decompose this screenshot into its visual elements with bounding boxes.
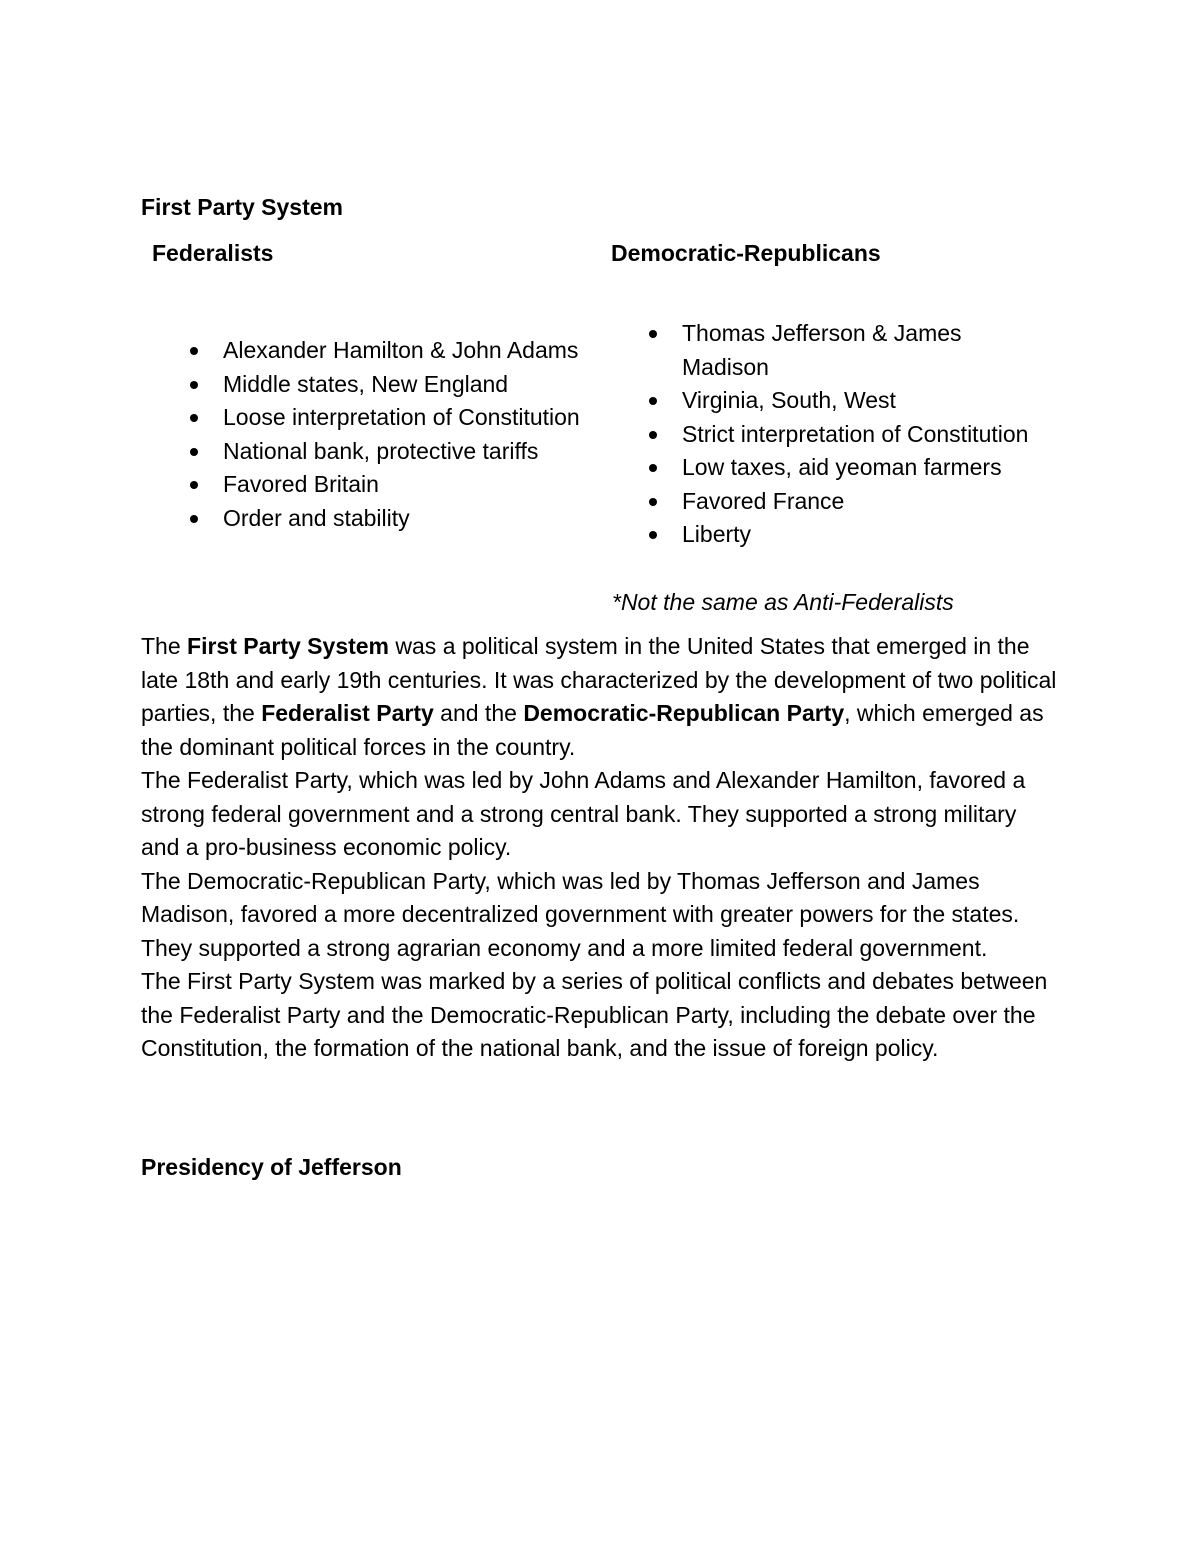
bullet-icon: [190, 381, 198, 389]
list-item: Alexander Hamilton & John Adams: [223, 334, 583, 368]
paragraph-conflicts: The First Party System was marked by a series of political conflicts and debates between the Federalist Party and the Democratic-Republican Party, including the debate over the Constitution, the formation of the national bank, and the issue of foreign policy.: [141, 968, 1048, 1061]
paragraph-democratic-republican: The Democratic-Republican Party, which was led by Thomas Jefferson and James Madison, favored a more decentralized government with greater powers for the states. They supported a strong agrarian economy and a more limited federal government.: [141, 867, 1020, 961]
bullet-icon: [649, 498, 657, 506]
bullet-icon: [190, 481, 198, 489]
list-item: Low taxes, aid yeoman farmers: [682, 451, 1032, 485]
paragraph-federalist: The Federalist Party, which was led by John Adams and Alexander Hamilton, favored a strong federal government and a strong central bank. They supported a strong military and a pro-business economic policy.: [141, 767, 1026, 860]
section-title: First Party System: [141, 194, 343, 220]
presidency-heading: Presidency of Jefferson: [141, 1154, 402, 1180]
list-item: Liberty: [682, 518, 1032, 552]
democratic-republicans-heading: Democratic-Republicans: [611, 240, 881, 266]
democratic-republicans-list: [682, 317, 1032, 552]
list-item: National bank, protective tariffs: [223, 435, 583, 469]
bullet-icon: [649, 464, 657, 472]
list-item: Order and stability: [223, 502, 583, 536]
federalists-list: [223, 334, 583, 535]
list-item: Strict interpretation of Constitution: [682, 418, 1032, 452]
bullet-icon: [649, 531, 657, 539]
list-item: Favored France: [682, 485, 1032, 519]
bullet-icon: [190, 347, 198, 355]
body-text: [141, 630, 1061, 1066]
list-item: Virginia, South, West: [682, 384, 1032, 418]
federalists-heading: Federalists: [152, 240, 274, 266]
bullet-icon: [649, 330, 657, 338]
list-item: Middle states, New England: [223, 368, 583, 402]
paragraph-intro: The First Party System was a political system in the United States that emerged in the late 18th and early 19th centuries. It was characterized by the development of two political parties, the Federalist Party and the Democratic-Republican Party, which emerged as the dominant political forces in the country.: [141, 633, 1057, 760]
bullet-icon: [190, 515, 198, 523]
bullet-icon: [649, 397, 657, 405]
list-item: Favored Britain: [223, 468, 583, 502]
bullet-icon: [190, 414, 198, 422]
list-item: Loose interpretation of Constitution: [223, 401, 583, 435]
bullet-icon: [190, 448, 198, 456]
list-item: Thomas Jefferson & James Madison: [682, 317, 1032, 384]
bullet-icon: [649, 431, 657, 439]
anti-federalists-note: *Not the same as Anti-Federalists: [612, 589, 954, 615]
